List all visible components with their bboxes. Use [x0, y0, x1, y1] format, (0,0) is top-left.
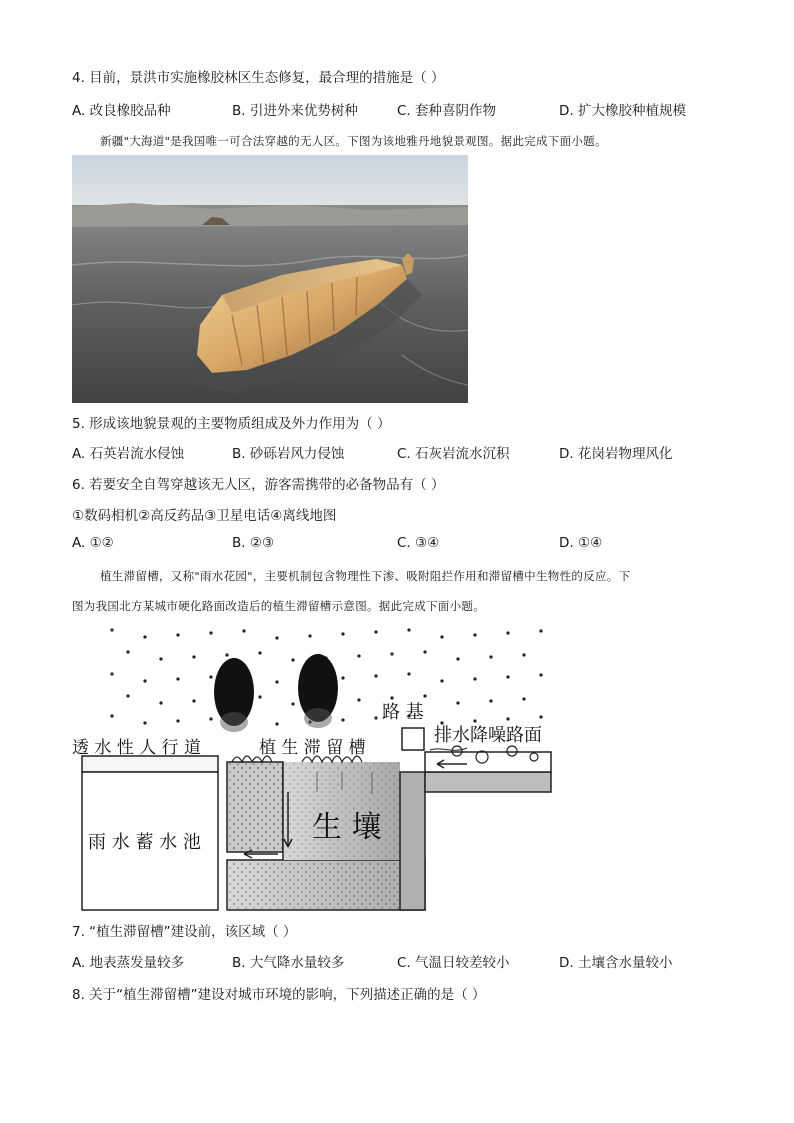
rain-drop [110, 628, 113, 631]
rain-drop [209, 631, 212, 634]
rain-drop [110, 714, 113, 717]
rain-drop [440, 679, 443, 682]
rain-drop [374, 674, 377, 677]
rain-drop [176, 677, 179, 680]
rain-drop [143, 635, 146, 638]
q4-option-a[interactable]: A. 改良橡胶品种 [72, 103, 171, 119]
rain-drop [143, 679, 146, 682]
rain-drop [539, 673, 542, 676]
rain-drop [192, 655, 195, 658]
question-5-stem: 5. 形成该地貌景观的主要物质组成及外力作用为（ ） [72, 416, 391, 432]
question-7-stem: 7. “植生滞留槽”建设前，该区域（ ） [72, 924, 297, 940]
q6-option-d[interactable]: D. ①④ [559, 535, 603, 551]
rain-drop [209, 675, 212, 678]
rain-drop [341, 632, 344, 635]
rain-drop [143, 721, 146, 724]
passage-intro-yardang: 新疆"大海道"是我国唯一可合法穿越的无人区。下图为该地雅丹地貌景观图。据此完成下面小题。 [100, 134, 607, 148]
rain-drop [407, 628, 410, 631]
rain-drop [489, 699, 492, 702]
rain-drop [407, 672, 410, 675]
rain-drop [440, 635, 443, 638]
rain-drop [423, 650, 426, 653]
q4-option-c[interactable]: C. 套种喜阴作物 [397, 103, 497, 119]
rain-drop [489, 655, 492, 658]
label-soil: 生 壤 [312, 810, 382, 845]
rain-drop [192, 699, 195, 702]
rain-drop [159, 701, 162, 704]
q4-option-d[interactable]: D. 扩大橡胶种植规模 [559, 103, 686, 119]
rain-drop [456, 657, 459, 660]
rain-drop [242, 629, 245, 632]
rain-drop [473, 633, 476, 636]
q5-option-a[interactable]: A. 石英岩流水侵蚀 [72, 446, 185, 462]
rain-drop [374, 716, 377, 719]
question-5-options [72, 442, 732, 462]
passage-intro-rain-garden-line1: 植生滞留槽，又称"雨水花园"，主要机制包含物理性下渗、吸附阻拦作用和滞留槽中生物性的反应。下 [100, 569, 631, 583]
question-4-options [72, 99, 732, 119]
rain-drop [374, 630, 377, 633]
rain-drop [291, 658, 294, 661]
rain-drop [291, 702, 294, 705]
question-6-items: ①数码相机②高反药品③卫星电话④离线地图 [72, 508, 337, 524]
q6-option-a[interactable]: A. ①② [72, 535, 114, 551]
yardang-landform-photo [72, 155, 468, 403]
rain-drop [209, 717, 212, 720]
rain-drop [357, 698, 360, 701]
rain-drop [126, 694, 129, 697]
rain-drop [341, 676, 344, 679]
rain-garden-diagram [72, 622, 600, 914]
q7-option-c[interactable]: C. 气温日较差较小 [397, 955, 510, 971]
passage-intro-rain-garden-line2: 图为我国北方某城市硬化路面改造后的植生滞留槽示意图。据此完成下面小题。 [72, 599, 485, 613]
rain-drop [390, 696, 393, 699]
q6-option-c[interactable]: C. ③④ [397, 535, 440, 551]
label-rain-pool: 雨 水 蓄 水 池 [88, 832, 201, 853]
q7-option-d[interactable]: D. 土壤含水量较小 [559, 955, 673, 971]
rain-drop [390, 652, 393, 655]
rain-drop [258, 651, 261, 654]
rain-drop [275, 722, 278, 725]
q5-option-b[interactable]: B. 砂砾岩风力侵蚀 [232, 446, 345, 462]
rain-drop [110, 672, 113, 675]
rain-drop [176, 633, 179, 636]
rain-drop [308, 634, 311, 637]
rain-drop [522, 653, 525, 656]
q7-option-b[interactable]: B. 大气降水量较多 [232, 955, 345, 971]
label-bioretention-groove: 植 生 滞 留 槽 [259, 738, 366, 758]
question-6-stem: 6. 若要安全自驾穿越该无人区，游客需携带的必备物品有（ ） [72, 477, 445, 493]
rain-drop [159, 657, 162, 660]
rain-drop [176, 719, 179, 722]
rain-drop [539, 629, 542, 632]
label-drainage-road: 排水降噪路面 [434, 725, 542, 746]
q5-option-c[interactable]: C. 石灰岩流水沉积 [397, 446, 510, 462]
rain-drop [357, 654, 360, 657]
label-roadbed: 路 基 [382, 702, 424, 723]
rain-drop [341, 718, 344, 721]
rain-drop [258, 695, 261, 698]
rain-drop [522, 697, 525, 700]
q4-option-b[interactable]: B. 引进外来优势树种 [232, 103, 358, 119]
tree-icon [298, 654, 338, 728]
rain-drop [225, 653, 228, 656]
rain-drop [539, 715, 542, 718]
tree-icon [214, 658, 254, 732]
rain-drop [506, 675, 509, 678]
rain-drop [506, 631, 509, 634]
question-4-stem: 4. 目前，景洪市实施橡胶林区生态修复，最合理的措施是（ ） [72, 70, 445, 86]
q7-option-a[interactable]: A. 地表蒸发量较多 [72, 955, 185, 971]
q6-option-b[interactable]: B. ②③ [232, 535, 275, 551]
question-6-options [72, 535, 732, 555]
rain-drop [506, 717, 509, 720]
q5-option-d[interactable]: D. 花岗岩物理风化 [559, 446, 673, 462]
question-7-options [72, 951, 732, 971]
label-permeable-sidewalk: 透 水 性 人 行 道 [72, 738, 202, 758]
rain-drop [473, 719, 476, 722]
rain-drop [275, 636, 278, 639]
rain-drop [275, 680, 278, 683]
rain-drop [423, 694, 426, 697]
question-8-stem: 8. 关于“植生滞留槽”建设对城市环境的影响，下列描述正确的是（ ） [72, 987, 486, 1003]
rain-drop [473, 677, 476, 680]
rain-drop [456, 701, 459, 704]
rain-drop [126, 650, 129, 653]
